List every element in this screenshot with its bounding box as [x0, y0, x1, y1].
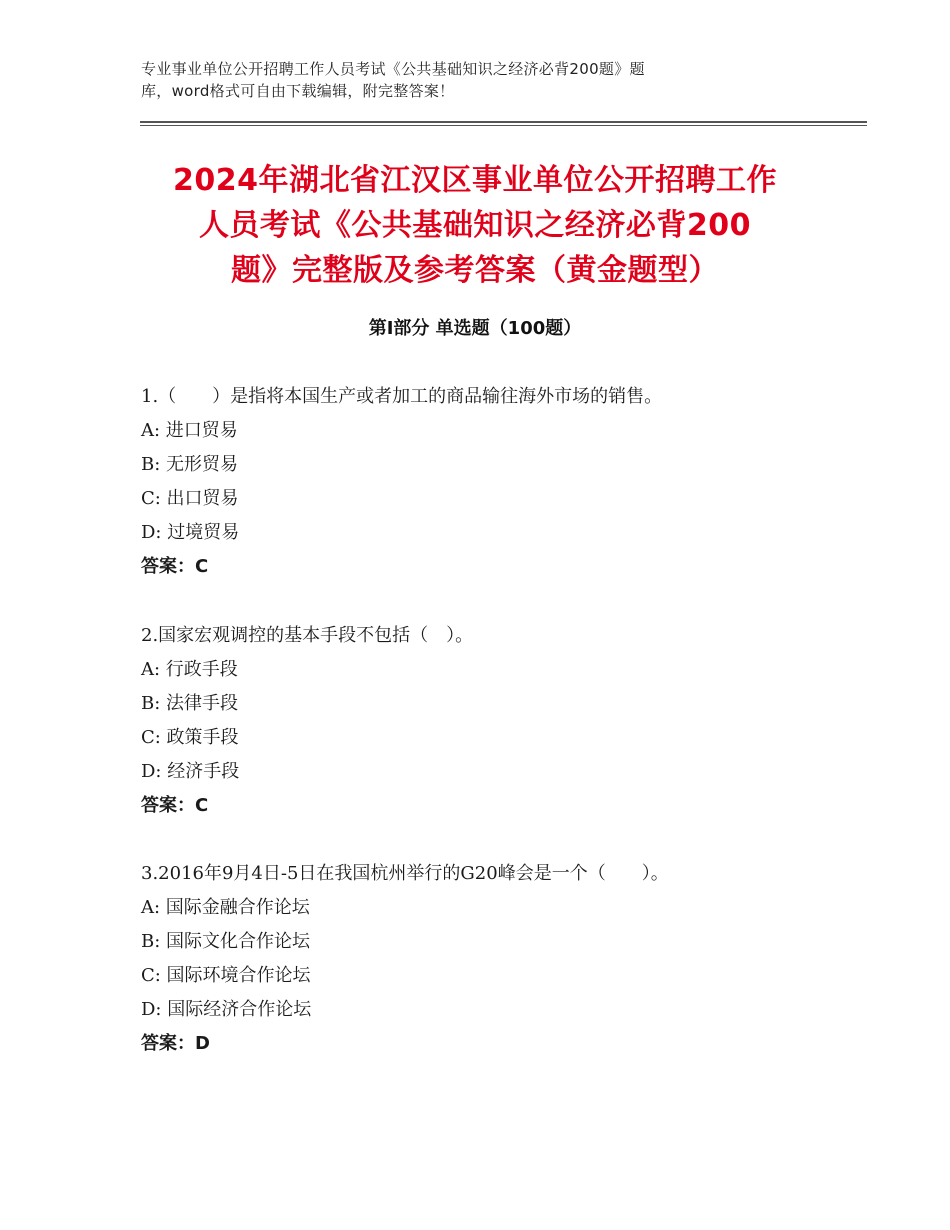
option-d: D: 国际经济合作论坛 — [141, 999, 312, 1020]
header-note-line-2: 库，word格式可自由下载编辑，附完整答案！ — [141, 82, 455, 100]
question-2 — [141, 619, 861, 823]
question-1 — [141, 380, 861, 584]
document-title-line-1: 2024年湖北省江汉区事业单位公开招聘工作 — [173, 163, 777, 198]
option-a: A: 进口贸易 — [141, 420, 238, 441]
option-b: B: 国际文化合作论坛 — [141, 931, 311, 952]
option-a: A: 行政手段 — [141, 659, 238, 680]
answer-label: 答案：C — [141, 556, 209, 577]
option-a: A: 国际金融合作论坛 — [141, 897, 310, 918]
option-c: C: 出口贸易 — [141, 488, 239, 509]
answer-label: 答案：C — [141, 795, 209, 816]
document-title-line-3: 题》完整版及参考答案（黄金题型） — [231, 253, 719, 288]
question-stem: 1.（ ）是指将本国生产或者加工的商品输往海外市场的销售。 — [141, 386, 663, 407]
option-b: B: 无形贸易 — [141, 454, 239, 475]
document-title — [120, 158, 830, 293]
option-c: C: 政策手段 — [141, 727, 239, 748]
answer-label: 答案：D — [141, 1033, 210, 1054]
option-d: D: 过境贸易 — [141, 522, 240, 543]
question-stem: 3.2016年9月4日-5日在我国杭州举行的G20峰会是一个（ ）。 — [141, 863, 669, 884]
header-note — [141, 58, 821, 102]
option-d: D: 经济手段 — [141, 761, 240, 782]
option-b: B: 法律手段 — [141, 693, 239, 714]
question-3 — [141, 857, 861, 1061]
question-stem: 2.国家宏观调控的基本手段不包括（ ）。 — [141, 625, 474, 646]
header-note-line-1: 专业事业单位公开招聘工作人员考试《公共基础知识之经济必背200题》题 — [141, 60, 645, 78]
section-title: 第Ⅰ部分 单选题（100题） — [368, 318, 582, 339]
header-divider — [140, 121, 867, 126]
document-title-line-2: 人员考试《公共基础知识之经济必背200 — [198, 208, 752, 243]
option-c: C: 国际环境合作论坛 — [141, 965, 311, 986]
